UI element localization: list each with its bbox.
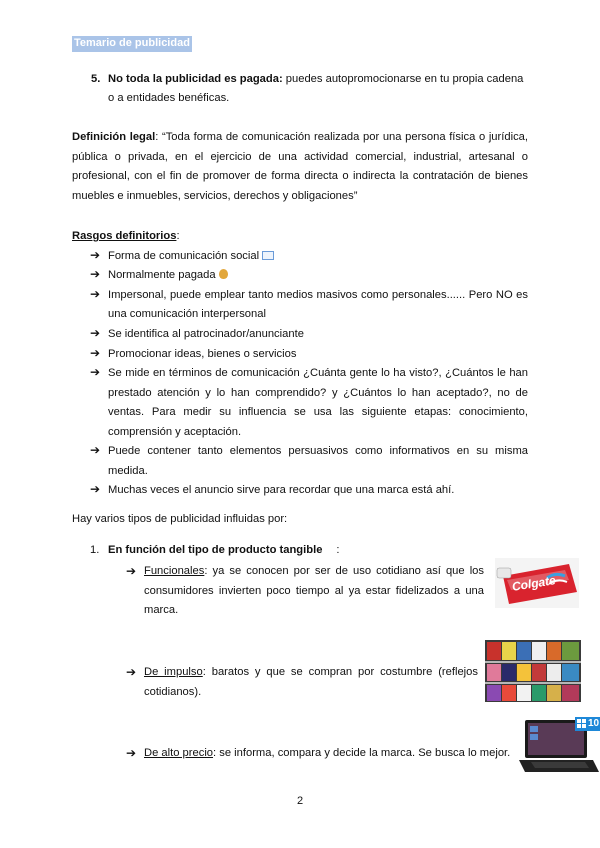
- item-5-bold: No toda la publicidad es pagada:: [108, 73, 283, 85]
- funcionales-line1: Funcionales: ya se conocen por ser de uso cotidiano así que los: [144, 565, 484, 577]
- bullet-arrow-icon: ➔: [126, 665, 137, 679]
- bullet-arrow-icon: ➔: [90, 365, 101, 379]
- rasgo-item-2: Normalmente pagada: [108, 266, 228, 286]
- rasgo-item-8: Muchas veces el anuncio sirve para recordar que una marca está ahí.: [108, 484, 455, 496]
- rasgo-item-7-line2: medida.: [108, 465, 148, 477]
- definicion-label: Definición legal: [72, 131, 156, 143]
- colgate-brand-text: Colgate: [511, 573, 557, 594]
- windows-badge-text: 10: [588, 718, 600, 729]
- funcionales-line3: marca.: [144, 604, 179, 616]
- tipos-number-1: 1.: [90, 544, 100, 556]
- funcionales-line2: consumidores invierten poco tiempo al ya estar fidelizados a una: [144, 585, 484, 597]
- bullet-arrow-icon: ➔: [90, 248, 101, 262]
- rasgo-item-3-line1: Impersonal, puede emplear tanto medios masivos como personales...... Pero NO es: [108, 289, 528, 301]
- alto-precio-label: De alto precio: [144, 747, 214, 759]
- rasgo-item-4: Se identifica al patrocinador/anunciante: [108, 328, 304, 340]
- bullet-arrow-icon: ➔: [90, 443, 101, 457]
- impulso-line2: cotidianos).: [144, 686, 202, 698]
- rasgo-item-6-line3: ventas. Para medir su influencia se usa las siguiente etapas: conocimiento,: [108, 406, 528, 418]
- bullet-arrow-icon: ➔: [126, 746, 137, 760]
- impulso-line1: De impulso: baratos y que se compran por costumbre (reflejos: [144, 666, 478, 678]
- item-5-line1: No toda la publicidad es pagada: puedes autopromocionarse en tu propia cadena: [108, 73, 524, 85]
- message-icon: [262, 251, 274, 260]
- definicion-line3: profesional, con el fin de promover de forma directa o indirecta la contratación de bienes: [72, 170, 528, 182]
- tipos-heading-1: En función del tipo de producto tangible :: [108, 544, 340, 556]
- bullet-arrow-icon: ➔: [90, 346, 101, 360]
- rasgo-item-6-line2: prestado atención y lo han comprendido? y ¿Cuántos lo han aceptado?, no de: [108, 387, 528, 399]
- bullet-arrow-icon: ➔: [90, 326, 101, 340]
- bullet-arrow-icon: ➔: [126, 564, 137, 578]
- magazine-rack-illustration: [485, 640, 581, 702]
- definicion-line2: pública o privada, en el ejercicio de una actividad comercial, industrial, artesanal o: [72, 151, 528, 163]
- bullet-arrow-icon: ➔: [90, 287, 101, 301]
- money-bag-icon: [219, 269, 228, 279]
- page-number: 2: [296, 795, 304, 807]
- rasgo-item-3-line2: una comunicación interpersonal: [108, 308, 266, 320]
- alto-precio-line: De alto precio: se informa, compara y decide la marca. Se busca lo mejor.: [144, 747, 511, 759]
- laptop-image: [517, 716, 600, 778]
- rasgo-item-5: Promocionar ideas, bienes o servicios: [108, 348, 297, 360]
- document-header-title: Temario de publicidad: [72, 36, 192, 52]
- rasgo-item-7-line1: Puede contener tanto elementos persuasivos como informativos en su misma: [108, 445, 528, 457]
- colgate-toothpaste-image: [495, 558, 579, 608]
- rasgo-item-6-line1: Se mide en términos de comunicación ¿Cuánta gente lo ha visto?, ¿Cuántos le han: [108, 367, 528, 379]
- funcionales-label: Funcionales: [144, 565, 205, 577]
- item-5-number: 5.: [91, 73, 101, 85]
- definicion-line1: Definición legal: “Toda forma de comunicación realizada por una persona física o jurídica,: [72, 131, 528, 143]
- magazine-rack-image: [485, 640, 581, 702]
- bullet-arrow-icon: ➔: [90, 482, 101, 496]
- tipos-intro: Hay varios tipos de publicidad influidas por:: [72, 513, 288, 525]
- bullet-arrow-icon: ➔: [90, 267, 101, 281]
- rasgo-item-1: Forma de comunicación social: [108, 247, 274, 267]
- item-5-line2: o a entidades benéficas.: [108, 92, 230, 104]
- definicion-line4: muebles e inmuebles, servicios, derechos y obligaciones”: [72, 190, 358, 202]
- impulso-label: De impulso: [144, 666, 203, 678]
- rasgos-heading: Rasgos definitorios:: [72, 230, 180, 242]
- rasgo-item-6-line4: comprensión y aceptación.: [108, 426, 242, 438]
